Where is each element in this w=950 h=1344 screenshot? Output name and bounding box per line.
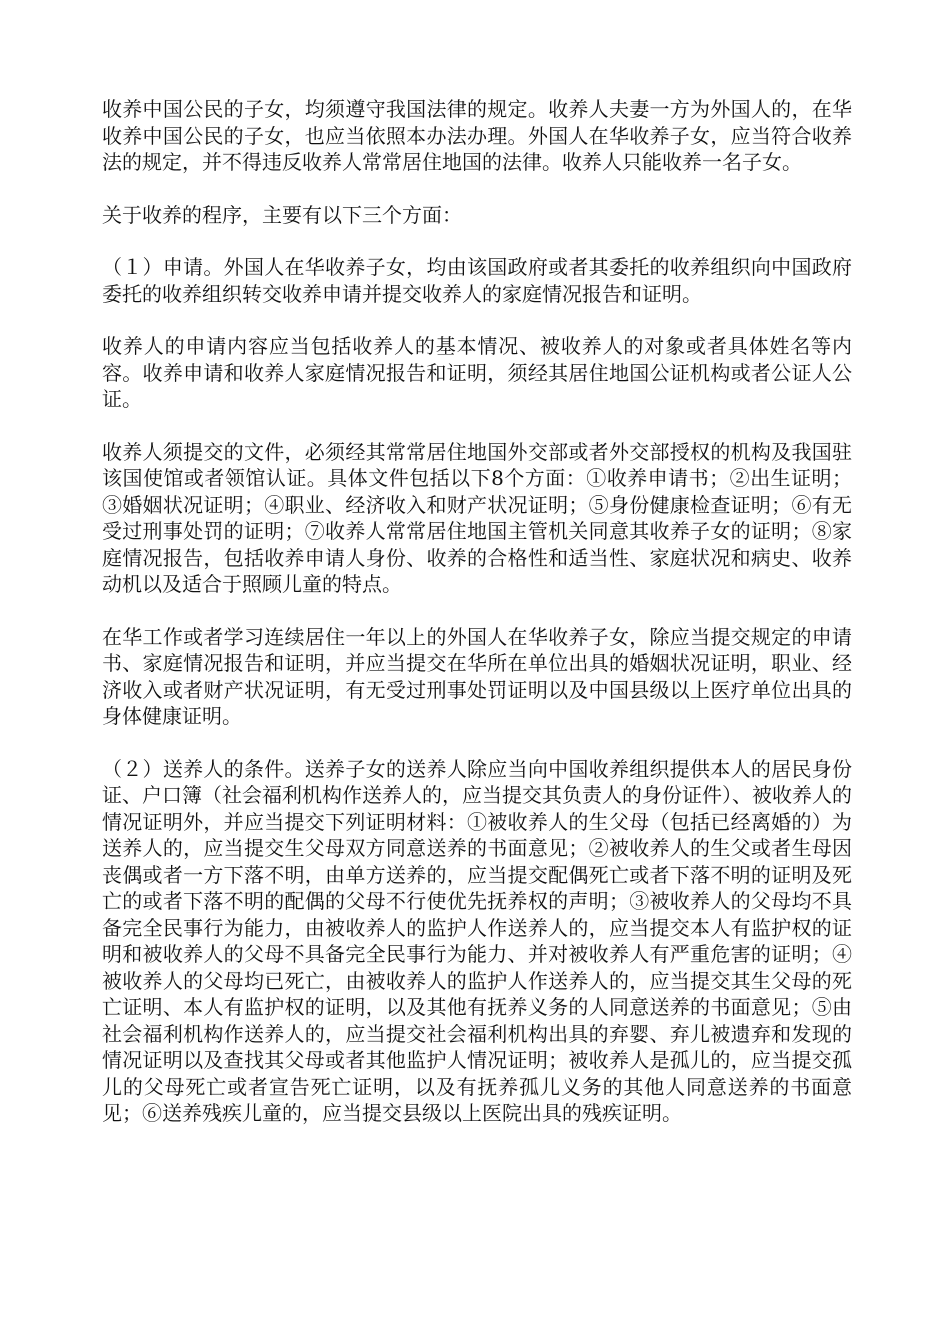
paragraph-application-content: 收养人的申请内容应当包括收养人的基本情况、被收养人的对象或者具体姓名等内容。收养申请和收养人家庭情况报告和证明，须经其居住地国公证机构或者公证人公证。 [102, 334, 852, 411]
paragraph-application: （１）申请。外国人在华收养子女，均由该国政府或者其委托的收养组织向中国政府委托的收养组织转交收养申请并提交收养人的家庭情况报告和证明。 [102, 255, 852, 306]
paragraph-placing-party-conditions: （２）送养人的条件。送养子女的送养人除应当向中国收养组织提供本人的居民身份证、户口簿（社会福利机构作送养人的，应当提交其负责人的身份证件）、被收养人的情况证明外，并应当提交下列证明材料：①被收养人的生父母（包括已经离婚的）为送养人的，应当提交生父母双方同意送养的书面意见；②被收养人的生父或者生母因丧偶或者一方下落不明，由单方送养的，应当提交配偶死亡或者下落不明的证明及死亡的或者下落不明的配偶的父母不行使优先抚养权的声明；③被收养人的父母均不具备完全民事行为能力，由被收养人的监护人作送养人的，应当提交本人有监护权的证明和被收养人的父母不具备完全民事行为能力、并对被收养人有严重危害的证明；④被收养人的父母均已死亡，由被收养人的监护人作送养人的，应当提交其生父母的死亡证明、本人有监护权的证明，以及其他有抚养义务的人同意送养的书面意见；⑤由社会福利机构作送养人的，应当提交社会福利机构出具的弃婴、弃儿被遗弃和发现的情况证明以及查找其父母或者其他监护人情况证明；被收养人是孤儿的，应当提交孤儿的父母死亡或者宣告死亡证明，以及有抚养孤儿义务的其他人同意送养的书面意见；⑥送养残疾儿童的，应当提交县级以上医院出具的残疾证明。 [102, 756, 852, 1125]
document-page [102, 96, 852, 1153]
paragraph-procedure-heading: 关于收养的程序，主要有以下三个方面： [102, 202, 462, 227]
paragraph-intro: 收养中国公民的子女，均须遵守我国法律的规定。收养人夫妻一方为外国人的，在华收养中国公民的子女，也应当依照本办法办理。外国人在华收养子女，应当符合收养法的规定，并不得违反收养人常常居住地国的法律。收养人只能收养一名子女。 [102, 97, 852, 174]
paragraph-required-documents: 收养人须提交的文件，必须经其常常居住地国外交部或者外交部授权的机构及我国驻该国使馆或者领馆认证。具体文件包括以下8个方面：①收养申请书；②出生证明；③婚姻状况证明；④职业、经济收入和财产状况证明；⑤身份健康检查证明；⑥有无受过刑事处罚的证明；⑦收养人常常居住地国主管机关同意其收养子女的证明；⑧家庭情况报告，包括收养申请人身份、收养的合格性和适当性、家庭状况和病史、收养动机以及适合于照顾儿童的特点。 [102, 439, 852, 596]
paragraph-resident-foreigners: 在华工作或者学习连续居住一年以上的外国人在华收养子女，除应当提交规定的申请书、家庭情况报告和证明，并应当提交在华所在单位出具的婚姻状况证明，职业、经济收入或者财产状况证明，有无受过刑事处罚证明以及中国县级以上医疗单位出具的身体健康证明。 [102, 624, 852, 728]
